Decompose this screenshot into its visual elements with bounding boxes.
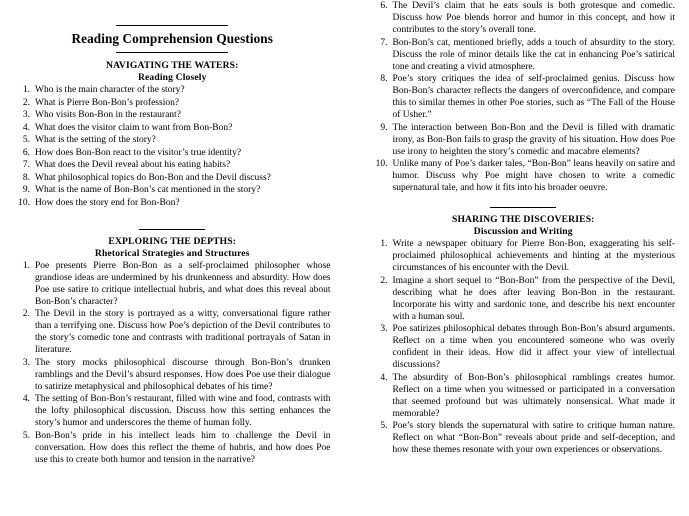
list-item-number: 4. xyxy=(22,394,30,405)
list-item-number: 1. xyxy=(22,260,30,271)
section-heading-text: SHARING THE DISCOVERIES: xyxy=(451,214,595,226)
list-item-text: Poe presents Pierre Bon-Bon as a self-proclaimed philosopher whose grandiose ideas are undermined by his drunkenness and absurdity. How does Poe use satire to critique intellectual hubris, and what does this reveal about Bon-Bon’s character? xyxy=(35,260,331,307)
list-item-text: Write a newspaper obituary for Pierre Bon-Bon, exaggerating his self-proclaimed philosophical achievements and hinting at the mysterious circumstances of his encounter with the Devil. xyxy=(392,239,675,274)
list-item xyxy=(14,122,331,134)
section-heading-sharing-the-discoveries xyxy=(372,214,676,238)
document-title-block xyxy=(14,25,331,53)
section-rule-sharing-the-discoveries xyxy=(490,207,556,208)
list-item xyxy=(372,158,676,194)
list-item xyxy=(14,147,331,159)
section-heading-exploring-the-depths xyxy=(14,236,331,260)
list-item-text: What is Pierre Bon-Bon’s profession? xyxy=(35,97,180,108)
list-item-text: The absurdity of Bon-Bon’s philosophical ramblings creates humor. Reflect on a time when you witnessed or participated in a conversation that seemed profound but was ultimately nonsensical. What made it memorable? xyxy=(392,372,675,419)
list-item-text: Poe’s story critiques the idea of self-proclaimed genius. Discuss how Bon-Bon’s character reflects the dangers of overconfidence, and compare this to similar themes in other Poe stories, such as “The Fall of the House of Usher.” xyxy=(392,74,675,121)
section-rule-exploring-the-depths xyxy=(139,229,205,230)
list-item-number: 1. xyxy=(22,85,30,96)
list-item-number: 7. xyxy=(380,37,388,48)
list-item-text: The interaction between Bon-Bon and the Devil is filled with dramatic irony, as Bon-Bon fails to grasp the gravity of his situation. How does Poe use irony to heighten the story’s comedic and macabre elements? xyxy=(392,122,676,157)
list-item xyxy=(372,122,676,158)
list-item-text: Poe satirizes philosophical debates through Bon-Bon’s absurd arguments. Reflect on a time when you encountered someone who was overly confident in their ideas. How did it affect your view of intellectual discussions? xyxy=(392,324,675,371)
list-item-text: How does the story end for Bon-Bon? xyxy=(35,197,180,208)
list-item-text: The Devil’s claim that he eats souls is both grotesque and comedic. Discuss how Poe blends horror and humor in this concept, and how it contributes to the story’s overall tone. xyxy=(392,1,675,36)
list-item xyxy=(14,430,331,466)
list-item-number: 10. xyxy=(18,197,30,208)
section-subheading-text: Reading Closely xyxy=(137,72,207,84)
list-item-number: 2. xyxy=(380,275,388,286)
section-heading-text: EXPLORING THE DEPTHS: xyxy=(108,235,237,247)
list-item xyxy=(372,73,676,121)
list-item-text: Bon-Bon’s cat, mentioned briefly, adds a touch of absurdity to the story. Discuss the role of minor details like the cat in enhancing Poe’s satirical tone and creating a vivid atmosphere. xyxy=(392,37,675,72)
list-item-text: Who visits Bon-Bon in the restaurant? xyxy=(35,110,181,121)
right-column xyxy=(345,0,689,516)
list-item-text: Poe’s story blends the supernatural with satire to critique human nature. Reflect on what “Bon-Bon” reveals about pride and self-deception, and how these themes resonate with your own experiences or observations. xyxy=(392,421,675,456)
list-item xyxy=(14,357,331,393)
list-item-text: What philosophical topics do Bon-Bon and the Devil discuss? xyxy=(35,172,271,183)
list-item xyxy=(372,420,676,456)
list-item-number: 1. xyxy=(380,239,388,250)
list-item-number: 5. xyxy=(22,430,30,441)
list-item-number: 8. xyxy=(22,172,30,183)
section-heading-navigating-the-waters xyxy=(14,60,331,84)
list-item xyxy=(372,372,676,420)
list-item-number: 10. xyxy=(375,159,388,170)
list-item-number: 6. xyxy=(22,147,30,158)
list-item-text: The story mocks philosophical discourse through Bon-Bon’s drunken ramblings and the Devil’s absurd responses. How does Poe use their dialogue to satirize metaphysical and philosophical debates of his time? xyxy=(35,357,331,392)
list-item xyxy=(14,172,331,184)
list-item-text: What does the Devil reveal about his eating habits? xyxy=(35,160,231,171)
list-item xyxy=(14,134,331,146)
list-item-number: 9. xyxy=(22,185,30,196)
list-item-number: 2. xyxy=(22,97,30,108)
list-item xyxy=(14,197,331,209)
list-item xyxy=(14,97,331,109)
list-item-number: 4. xyxy=(380,372,388,383)
section-subheading-text: Discussion and Writing xyxy=(473,226,573,238)
list-item-number: 5. xyxy=(380,421,388,432)
list-item xyxy=(14,84,331,96)
list-item-text: Unlike many of Poe’s darker tales, “Bon-Bon” leans heavily on satire and humor. Discuss why Poe might have chosen to write a comedic supernatural tale, and how it fits into his broader oeuvre. xyxy=(392,159,675,194)
list-item-number: 5. xyxy=(22,135,30,146)
list-item-number: 2. xyxy=(22,309,30,320)
list-item-text: What is the name of Bon-Bon’s cat mentioned in the story? xyxy=(35,185,261,196)
list-item xyxy=(14,393,331,429)
question-list-navigating-the-waters xyxy=(14,84,331,209)
list-item-text: What does the visitor claim to want from Bon-Bon? xyxy=(35,122,233,133)
question-list-exploring-the-depths-continued xyxy=(372,0,676,194)
list-item-number: 8. xyxy=(380,74,388,85)
list-item xyxy=(14,109,331,121)
list-item-text: The Devil in the story is portrayed as a witty, conversational figure rather than a terrifying one. Discuss how Poe’s depiction of the Devil contributes to the story’s comedic tone and contrasts with traditional portrayals of Satan in literature. xyxy=(35,309,331,356)
list-item-text: Bon-Bon’s pride in his intellect leads him to challenge the Devil in conversation. How does this reflect the theme of hubris, and how does Poe use this to create both humor and tension in the narrative? xyxy=(35,430,331,466)
list-item-number: 3. xyxy=(22,357,30,368)
list-item-text: How does Bon-Bon react to the visitor’s true identity? xyxy=(35,147,242,158)
list-item-text: The setting of Bon-Bon’s restaurant, filled with wine and food, contrasts with the lofty philosophical discussion. Discuss how this setting enhances the story’s humor and underscores the theme of human folly. xyxy=(35,394,331,429)
list-item-number: 9. xyxy=(380,122,388,133)
question-list-sharing-the-discoveries xyxy=(372,238,676,456)
list-item-number: 3. xyxy=(22,110,30,121)
list-item xyxy=(372,275,676,323)
list-item-text: Imagine a short sequel to “Bon-Bon” from the perspective of the Devil, describing what he does after leaving Bon-Bon in the restaurant. Incorporate his witty and sardonic tone, and describe his next encounter with a human soul. xyxy=(392,275,675,322)
title-rule-top xyxy=(116,25,228,26)
list-item xyxy=(372,37,676,73)
section-exploring-the-depths xyxy=(14,229,331,260)
list-item xyxy=(14,159,331,171)
question-list-exploring-the-depths xyxy=(14,260,331,466)
section-sharing-the-discoveries xyxy=(372,207,676,238)
page-title: Reading Comprehension Questions xyxy=(71,31,273,46)
title-rule-bottom xyxy=(116,52,228,53)
section-subheading-text: Rhetorical Strategies and Structures xyxy=(94,247,250,259)
list-item-text: Who is the main character of the story? xyxy=(35,85,185,96)
list-item xyxy=(372,238,676,274)
list-item-number: 7. xyxy=(22,160,30,171)
list-item-text: What is the setting of the story? xyxy=(35,135,156,146)
list-item xyxy=(14,184,331,196)
list-item-number: 3. xyxy=(380,324,388,335)
list-item xyxy=(372,0,676,36)
section-heading-text: NAVIGATING THE WATERS: xyxy=(106,60,239,72)
list-item xyxy=(14,260,331,308)
list-item xyxy=(14,308,331,356)
list-item-number: 4. xyxy=(22,122,30,133)
list-item-number: 6. xyxy=(380,1,388,11)
list-item xyxy=(372,323,676,371)
